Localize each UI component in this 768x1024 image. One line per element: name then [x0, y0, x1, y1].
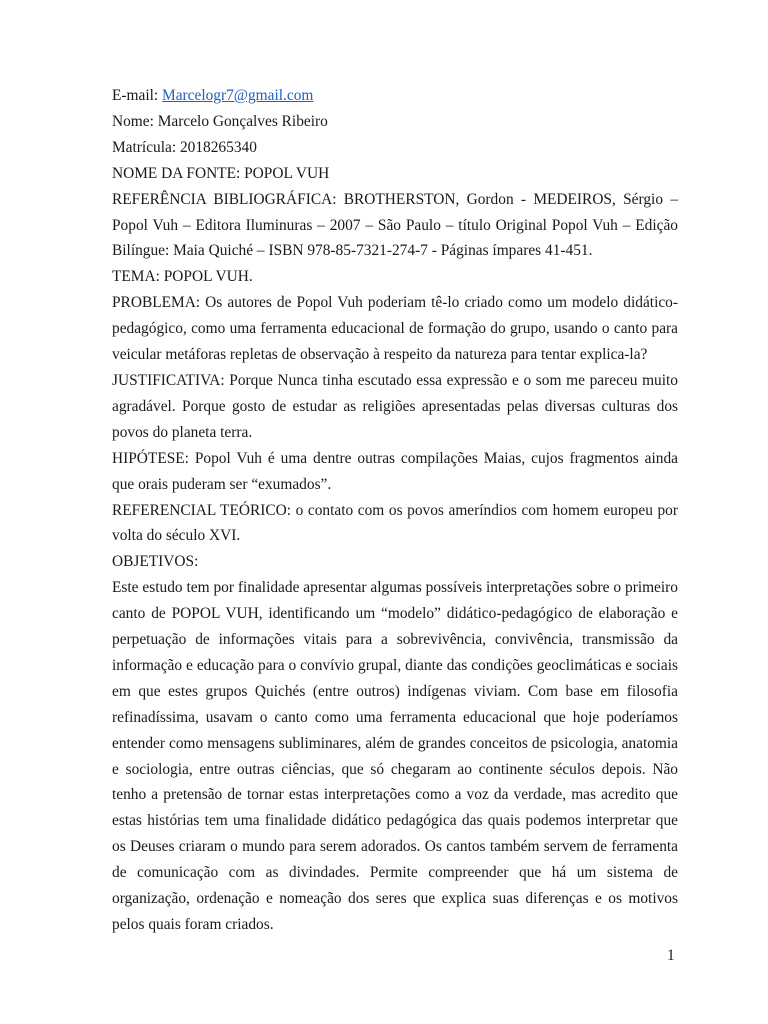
- justificativa-paragraph: JUSTIFICATIVA: Porque Nunca tinha escutado essa expressão e o som me pareceu muito agradável. Porque gosto de estudar as religiões apresentadas pelas diversas culturas dos povos do planeta terra.: [112, 371, 678, 441]
- matricula-line: Matrícula: 2018265340: [112, 138, 257, 156]
- referencia-paragraph: REFERÊNCIA BIBLIOGRÁFICA: BROTHERSTON, Gordon - MEDEIROS, Sérgio – Popol Vuh – Editora Iluminuras – 2007 – São Paulo – título Original Popol Vuh – Edição Bilíngue: Maia Quiché – ISBN 978-85-7321-274-7 - Páginas ímpares 41-451.: [112, 190, 678, 260]
- problema-paragraph: PROBLEMA: Os autores de Popol Vuh poderiam tê-lo criado como um modelo didático-pedagógico, como uma ferramenta educacional de formação do grupo, usando o canto para veicular metáforas repletas de observação à respeito da natureza para tentar explica-la?: [112, 294, 678, 364]
- source-line: NOME DA FONTE: POPOL VUH: [112, 164, 330, 182]
- email-link[interactable]: Marcelogr7@gmail.com: [162, 87, 314, 104]
- objetivos-heading: OBJETIVOS:: [112, 553, 199, 571]
- hipotese-paragraph: HIPÓTESE: Popol Vuh é uma dentre outras compilações Maias, cujos fragmentos ainda que orais puderam ser “exumados”.: [112, 449, 678, 493]
- name-line: Nome: Marcelo Gonçalves Ribeiro: [112, 112, 328, 130]
- document-page: [112, 83, 678, 938]
- email-label: E-mail:: [112, 87, 163, 104]
- referencial-paragraph: REFERENCIAL TEÓRICO: o contato com os povos ameríndios com homem europeu por volta do século XVI.: [112, 501, 678, 545]
- page-number: 1: [667, 947, 675, 964]
- email-line: [112, 83, 678, 109]
- tema-line: TEMA: POPOL VUH.: [112, 268, 253, 286]
- objetivos-paragraph: Este estudo tem por finalidade apresentar algumas possíveis interpretações sobre o primeiro canto de POPOL VUH, identificando um “modelo” didático-pedagógico de elaboração e perpetuação de informações vitais para a sobrevivência, convivência, transmissão da informação e educação para o convívio grupal, diante das condições geoclimáticas e sociais em que estes grupos Quichés (entre outros) indígenas viviam. Com base em filosofia refinadíssima, usavam o canto como uma ferramenta educacional que hoje poderíamos entender como mensagens subliminares, além de grandes conceitos de psicologia, anatomia e sociologia, entre outras ciências, que só chegaram ao continente séculos depois. Não tenho a pretensão de tornar estas interpretações como a voz da verdade, mas acredito que estas histórias tem uma finalidade didático pedagógica das quais podemos interpretar que os Deuses criaram o mundo para serem adorados. Os cantos também servem de ferramenta de comunicação com as divindades. Permite compreender que há um sistema de organização, ordenação e nomeação dos seres que explica suas diferenças e os motivos pelos quais foram criados.: [112, 579, 678, 933]
